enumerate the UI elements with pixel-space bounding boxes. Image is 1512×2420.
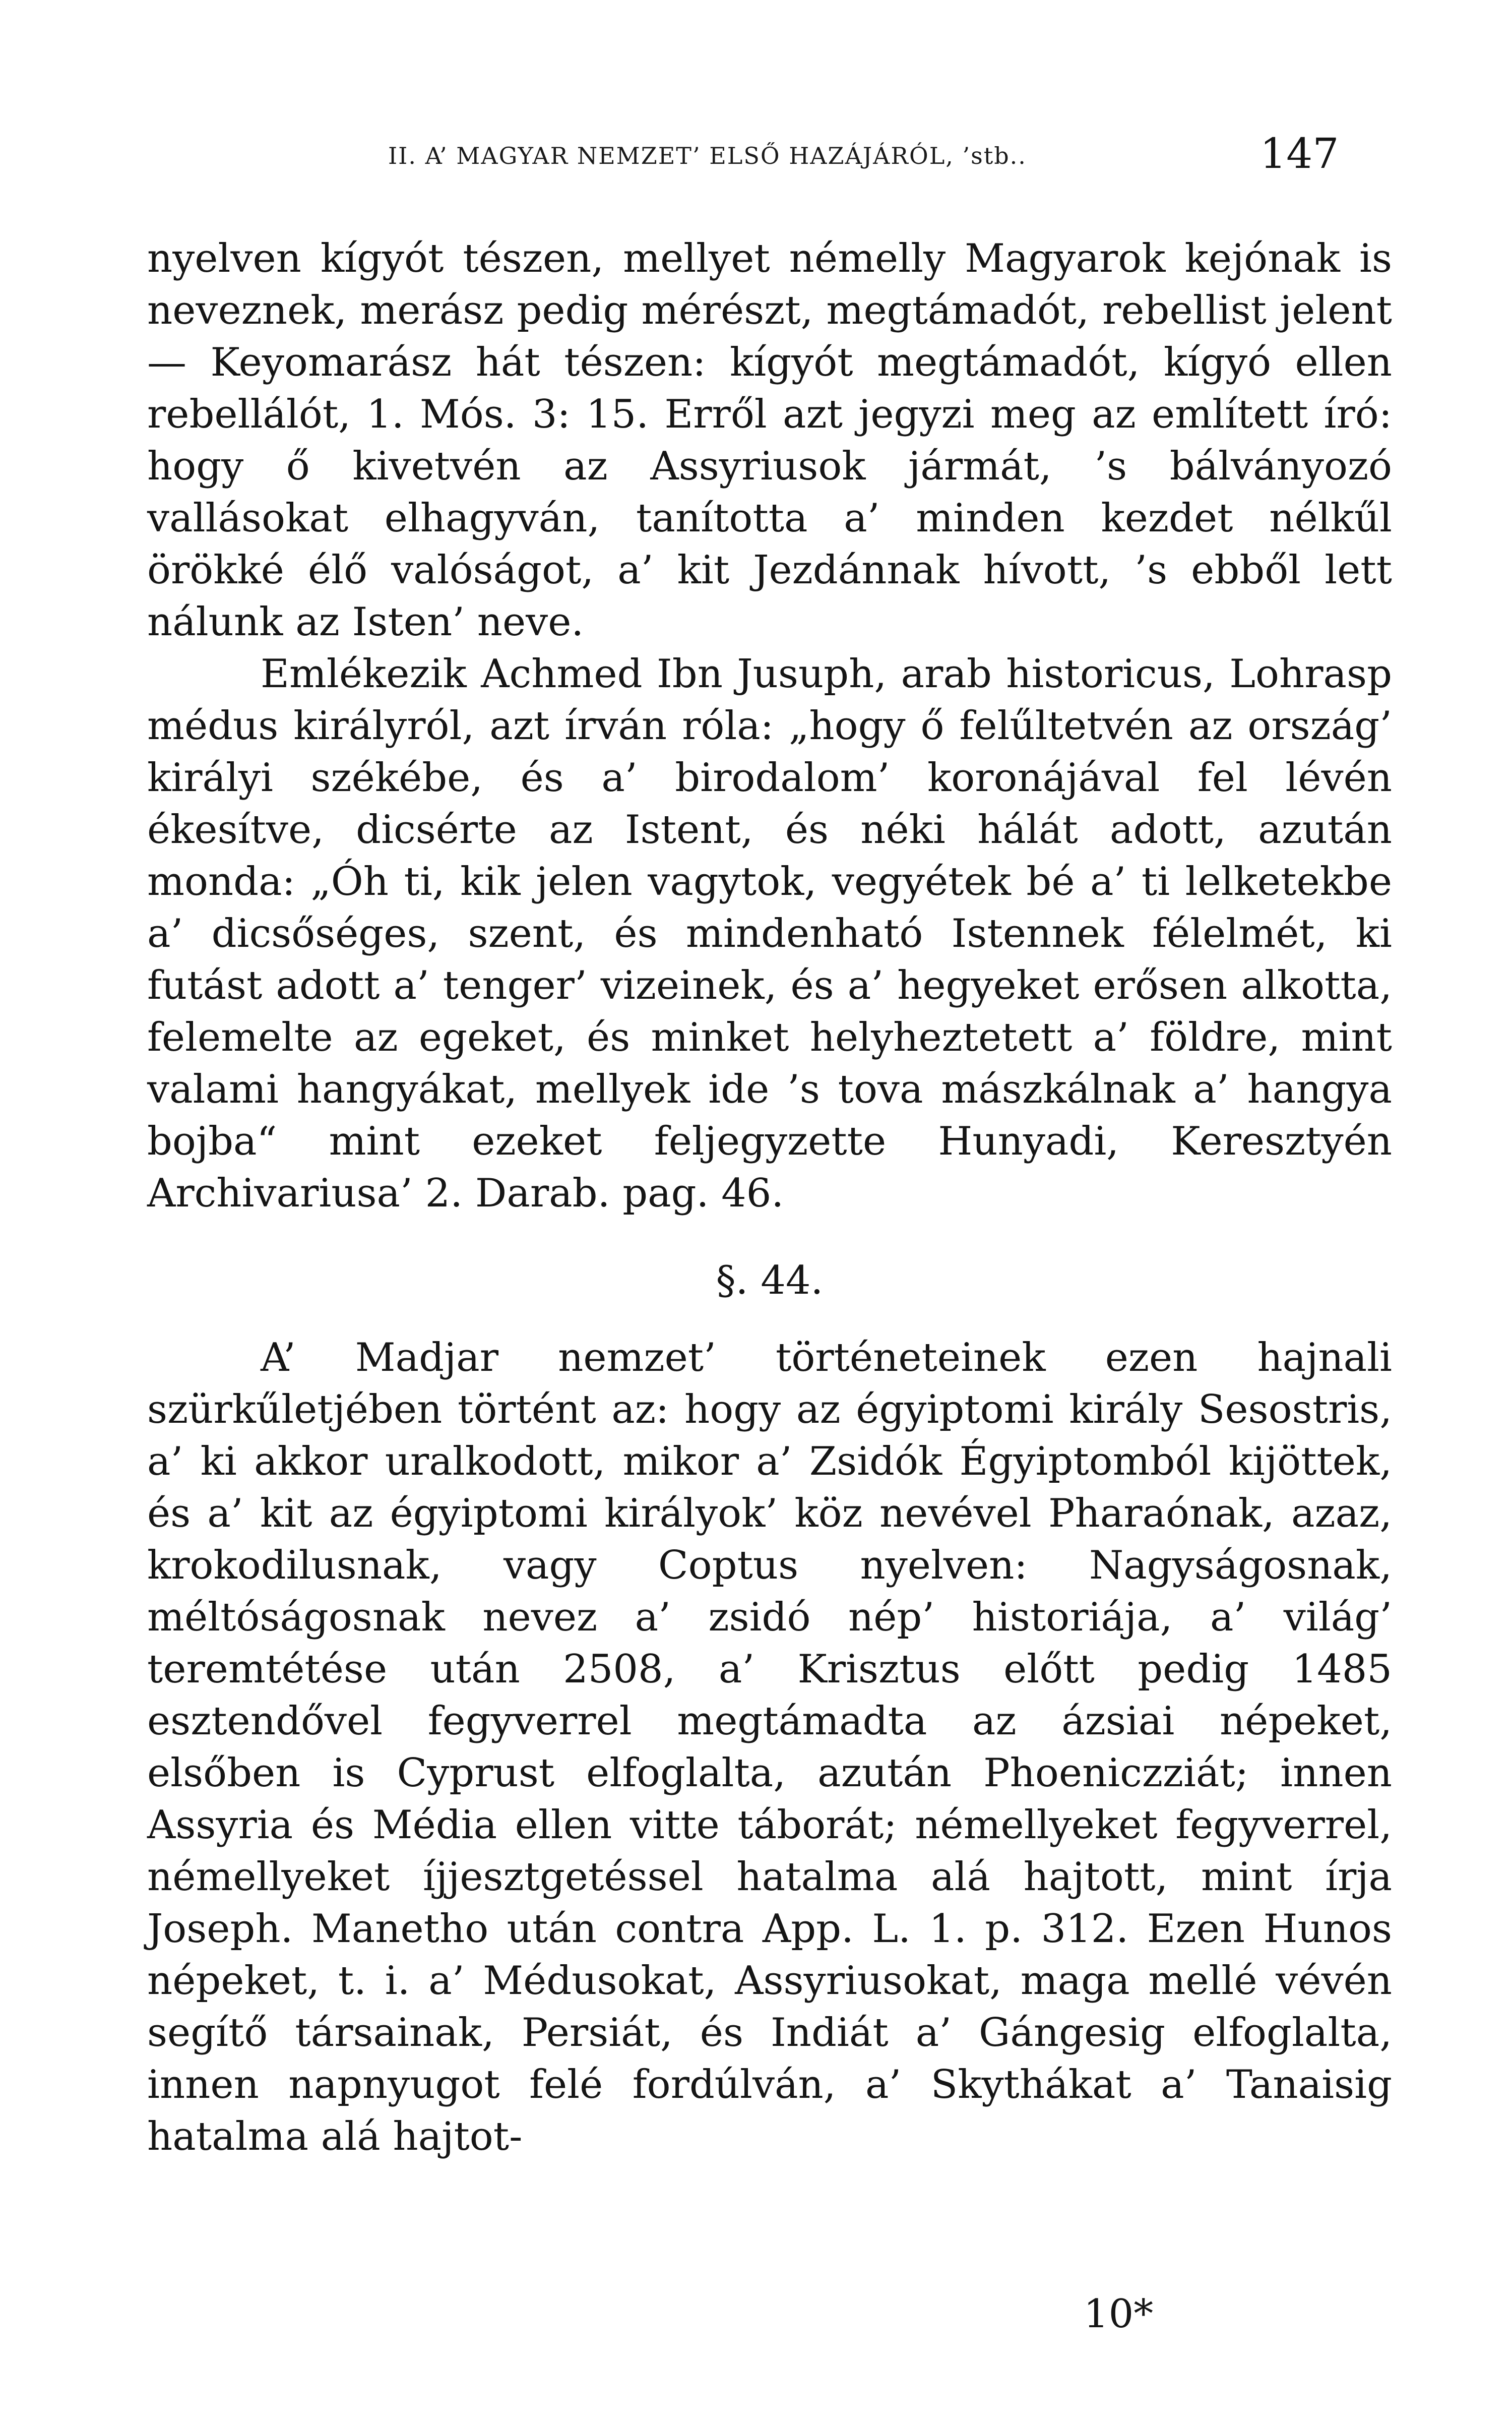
section-heading [147,1255,1392,1307]
paragraph-2: Emlékezik Achmed Ibn Jusuph, arab historicus, Lohrasp médus királyról, azt írván róla: „hogy ő felűltetvén az ország’ királyi székébe, és a’ birodalom’ koronájával fel lévén ékesítve, dicsérte az Istent, és néki hálát adott, azután monda: „Óh ti, kik jelen vagytok, vegyétek bé a’ ti lelketekbe a’ dicsőséges, szent, és mindenható Istennek félelmét, ki futást adott a’ tenger’ vizeinek, és a’ hegyeket erősen alkotta, felemelte az egeket, és minket helyheztetett a’ földre, mint valami hangyákat, mellyek ide ’s tova mászkálnak a’ hangya bojba“ mint ezeket feljegyzette Hunyadi, Keresztyén Archivariusa’ 2. Darab. pag. 46. [147,651,1392,1216]
body-text [147,233,1392,2163]
paragraph-1: nyelven kígyót tészen, mellyet némelly Magyarok kejónak is neveznek, merász pedig mérészt, megtámadót, rebellist jelent — Keyomarász hát tészen: kígyót megtámadót, kígyó ellen rebellálót, 1. Mós. 3: 15. Erről azt jegyzi meg az említett író: hogy ő kivetvén az Assyriusok jármát, ’s bálványozó vallásokat elhagyván, tanította a’ minden kezdet nélkűl örökké élő valóságot, a’ kit Jezdánnak hívott, ’s ebből lett nálunk az Isten’ neve. [147,236,1392,645]
printer-signature-mark: 10* [1084,2291,1154,2337]
section-heading-text: §. 44. [716,1258,824,1303]
page-number: 147 [1260,130,1339,178]
running-head: II. A’ MAGYAR NEMZET’ ELSŐ HAZÁJÁRÓL, ’stb.. [388,142,1027,169]
paragraph-3: A’ Madjar nemzet’ történeteinek ezen hajnali szürkűletjében történt az: hogy az égyiptomi király Sesostris, a’ ki akkor uralkodott, mikor a’ Zsidók Égyiptomból kijöttek, és a’ kit az égyiptomi királyok’ köz nevével Pharaónak, azaz, krokodilusnak, vagy Coptus nyelven: Nagyságosnak, méltóságosnak nevez a’ zsidó nép’ historiája, a’ világ’ teremtétése után 2508, a’ Krisztus előtt pedig 1485 esztendővel fegyverrel megtámadta az ázsiai népeket, elsőben is Cyprust elfoglalta, azután Phoeniczziát; innen Assyria és Média ellen vitte táborát; némellyeket fegyverrel, némellyeket íjjesztgetéssel hatalma alá hajtott, mint írja Joseph. Manetho után contra App. L. 1. p. 312. Ezen Hunos népeket, t. i. a’ Médusokat, Assyriusokat, maga mellé vévén segítő társainak, Persiát, és Indiát a’ Gángesig elfoglalta, innen napnyugot felé fordúlván, a’ Skythákat a’ Tanaisig hatalma alá hajtot- [147,1335,1392,2159]
